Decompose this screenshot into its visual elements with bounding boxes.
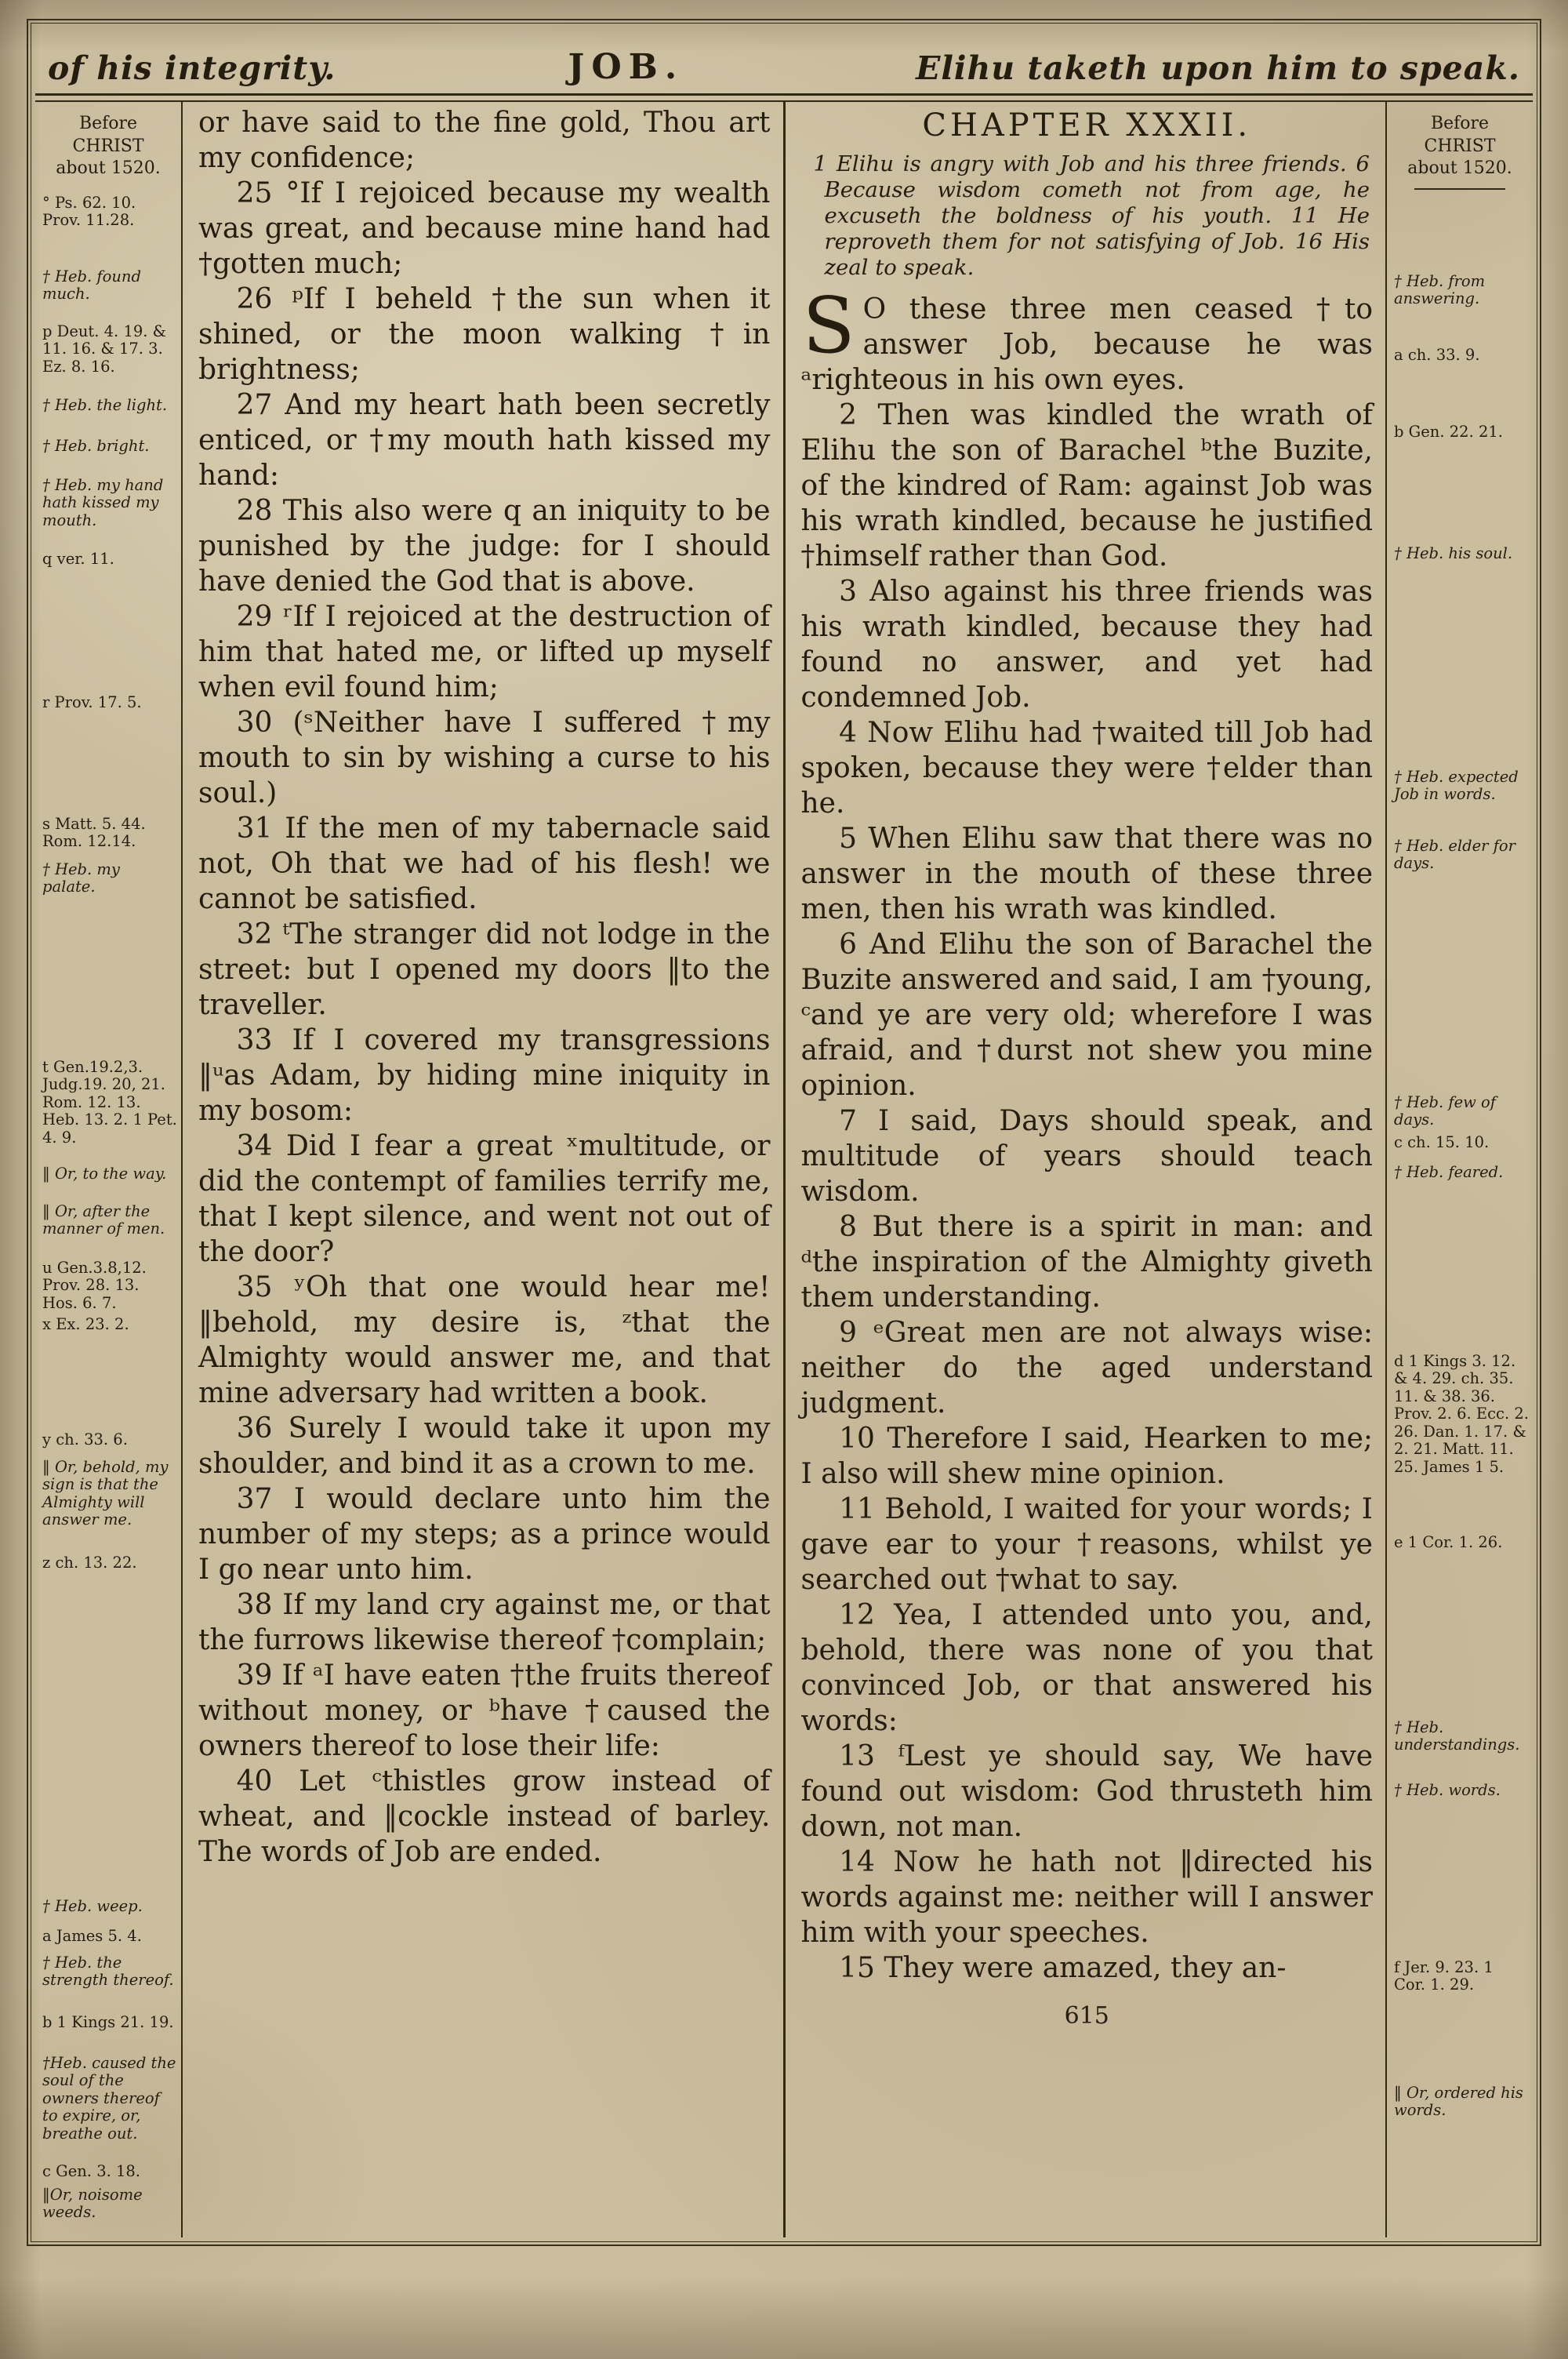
verse: 7 I said, Days should speak, and multitude of years should teach wisdom. <box>800 1105 1373 1208</box>
margin-note: y ch. 33. 6. <box>42 1430 128 1448</box>
left-text-column <box>183 102 783 2237</box>
margin-note: † Heb. words. <box>1394 1781 1501 1799</box>
margin-note: t Gen.19.2,3. Judg.19. 20, 21. Rom. 12. 13. Heb. 13. 2. 1 Pet. 4. 9. <box>42 1058 177 1147</box>
margin-note: † Heb. found much. <box>42 267 141 304</box>
verse: 9 ᵉGreat men are not always wise: neither do the aged understand judgment. <box>800 1317 1373 1419</box>
margin-note: † Heb. understandings. <box>1394 1718 1520 1754</box>
verse: 3 Also against his three friends was his wrath kindled, because they had found no answer, and yet had condemned Job. <box>800 576 1373 714</box>
margin-note: ‖ Or, after the manner of men. <box>42 1202 165 1238</box>
margin-note: f Jer. 9. 23. 1 Cor. 1. 29. <box>1394 1958 1494 1994</box>
verse: 5 When Elihu saw that there was no answer in the mouth of these three men, then his wrath was kindled. <box>800 823 1373 925</box>
margin-note: ‖ Or, to the way. <box>42 1165 167 1183</box>
verse-text: O these three men ceased †to answer Job, because he was ᵃrighteous in his own eyes. <box>800 293 1373 396</box>
margin-note: † Heb. his soul. <box>1394 544 1513 562</box>
bc-line: Before <box>78 114 138 133</box>
margin-note: † Heb. bright. <box>42 437 150 455</box>
verse: 32 ᵗThe stranger did not lodge in the street: but I opened my doors ‖to the traveller. <box>198 918 771 1021</box>
margin-note: r Prov. 17. 5. <box>42 693 142 711</box>
verse: 13 ᶠLest ye should say, We have found out wisdom: God thrusteth him down, not man. <box>800 1740 1373 1843</box>
margin-note: †Heb. caused the soul of the owners thereof to expire, or, breathe out. <box>42 2054 176 2143</box>
margin-note: ° Ps. 62. 10. Prov. 11.28. <box>42 194 136 230</box>
bc-line: about 1520. <box>56 158 161 179</box>
margin-note: d 1 Kings 3. 12. & 4. 29. ch. 35. 11. & 38. 36. Prov. 2. 6. Ecc. 2. 26. Dan. 1. 17. & 2. 21. Matt. 11. 25. James 1 5. <box>1394 1352 1529 1476</box>
margin-note: † Heb. feared. <box>1394 1163 1504 1181</box>
page-content <box>35 27 1533 2237</box>
verse: 12 Yea, I attended unto you, and, behold, there was none of you that convinced Job, or that answered his words: <box>800 1599 1373 1737</box>
verse: 26 ᵖIf I beheld †the sun when it shined, or the moon walking †in brightness; <box>198 283 771 386</box>
running-head <box>35 27 1533 93</box>
verse: 2 Then was kindled the wrath of Elihu the son of Barachel ᵇthe Buzite, of the kindred of Ram: against Job was his wrath kindled, because he justified †himself rather than God. <box>800 399 1373 572</box>
before-christ-heading-left <box>35 102 181 180</box>
drop-cap: S <box>802 282 855 371</box>
verse: 34 Did I fear a great ˣmultitude, or did the contempt of families terrify me, that I kept silence, and went not out of the door? <box>198 1130 771 1268</box>
verse: 8 But there is a spirit in man: and ᵈthe inspiration of the Almighty giveth them understanding. <box>800 1211 1373 1314</box>
verse: 33 If I covered my transgressions ‖ᵘas Adam, by hiding mine iniquity in my bosom: <box>198 1024 771 1127</box>
bc-line: about 1520. <box>1407 158 1512 179</box>
margin-note: x Ex. 23. 2. <box>42 1315 129 1333</box>
verse: 25 °If I rejoiced because my wealth was great, and because mine hand had †gotten much; <box>198 177 771 280</box>
verse: 40 Let ᶜthistles grow instead of wheat, and ‖cockle instead of barley. The words of Job are ended. <box>198 1765 771 1868</box>
right-text-column <box>786 102 1386 2237</box>
margin-note: † Heb. my hand hath kissed my mouth. <box>42 476 164 529</box>
margin-note: † Heb. elder for days. <box>1394 837 1515 873</box>
columns <box>35 102 1533 2237</box>
verse: 38 If my land cry against me, or that the furrows likewise thereof †complain; <box>198 1589 771 1656</box>
margin-note: ‖Or, noisome weeds. <box>42 2186 143 2222</box>
verse: 11 Behold, I waited for your words; I gave ear to your †reasons, whilst ye searched out †what to say. <box>800 1493 1373 1596</box>
margin-note: † Heb. from answering. <box>1394 272 1486 308</box>
margin-note: a ch. 33. 9. <box>1394 346 1480 364</box>
before-christ-rule <box>1414 188 1504 190</box>
verse: 30 (ˢNeither have I suffered †my mouth to sin by wishing a curse to his soul.) <box>198 707 771 809</box>
margin-note: † Heb. weep. <box>42 1897 143 1915</box>
page-number: 615 <box>1064 2002 1109 2030</box>
verse: 29 ʳIf I rejoiced at the destruction of him that hated me, or lifted up myself when evil found him; <box>198 601 771 703</box>
verse: 6 And Elihu the son of Barachel the Buzite answered and said, I am †young, ᶜand ye are very old; wherefore I was afraid, and †durst not shew you mine opinion. <box>800 929 1373 1102</box>
verse: or have said to the fine gold, Thou art my confidence; <box>198 107 771 174</box>
verse: 27 And my heart hath been secretly enticed, or †my mouth hath kissed my hand: <box>198 389 771 492</box>
verse: 39 If ᵃI have eaten †the fruits thereof without money, or ᵇhave †caused the owners thereof to lose their life: <box>198 1659 771 1762</box>
bc-line: Before <box>1430 114 1490 133</box>
verse: 35 ʸOh that one would hear me! ‖behold, my desire is, ᶻthat the Almighty would answer me, and that mine adversary had written a book. <box>198 1271 771 1409</box>
margin-note: e 1 Cor. 1. 26. <box>1394 1533 1503 1551</box>
margin-note: a James 5. 4. <box>42 1927 142 1945</box>
margin-note: s Matt. 5. 44. Rom. 12.14. <box>42 815 146 851</box>
chapter-heading: CHAPTER XXXII. <box>922 107 1252 144</box>
margin-note: z ch. 13. 22. <box>42 1554 137 1572</box>
margin-note: † Heb. the light. <box>42 396 168 414</box>
margin-note: q ver. 11. <box>42 550 114 568</box>
margin-note: † Heb. the strength thereof. <box>42 1954 174 1990</box>
verse <box>800 282 1374 398</box>
before-christ-heading-right <box>1387 102 1533 190</box>
right-margin-column <box>1387 102 1533 2237</box>
header-rule <box>35 93 1533 102</box>
verse: 37 I would declare unto him the number of my steps; as a prince would I go near unto him. <box>198 1483 771 1586</box>
verse: 15 They were amazed, they an- <box>839 1952 1287 1984</box>
bc-line: CHRIST <box>72 136 144 156</box>
margin-note: c ch. 15. 10. <box>1394 1133 1490 1151</box>
verse: 10 Therefore I said, Hearken to me; I also will shew mine opinion. <box>800 1423 1373 1490</box>
verse: 4 Now Elihu had †waited till Job had spoken, because they were †elder than he. <box>800 717 1373 820</box>
margin-note: c Gen. 3. 18. <box>42 2162 141 2180</box>
page-border <box>27 19 1541 2246</box>
running-head-left: of his integrity. <box>48 49 336 87</box>
margin-note: † Heb. my palate. <box>42 860 120 896</box>
margin-note: † Heb. expected Job in words. <box>1394 768 1519 804</box>
margin-note: u Gen.3.8,12. Prov. 28. 13. Hos. 6. 7. <box>42 1259 147 1312</box>
bc-line: CHRIST <box>1424 136 1496 156</box>
margin-note: ‖ Or, behold, my sign is that the Almighty will answer me. <box>42 1458 169 1529</box>
margin-note: b 1 Kings 21. 19. <box>42 2013 174 2031</box>
verse: 31 If the men of my tabernacle said not, Oh that we had of his flesh! we cannot be satisfied. <box>198 812 771 915</box>
left-margin-column <box>35 102 181 2237</box>
margin-note: ‖ Or, ordered his words. <box>1394 2084 1523 2120</box>
running-head-center: JOB. <box>568 47 684 87</box>
verse: 36 Surely I would take it upon my shoulder, and bind it as a crown to me. <box>198 1412 771 1480</box>
margin-note: † Heb. few of days. <box>1394 1093 1496 1129</box>
margin-note: b Gen. 22. 21. <box>1394 423 1503 441</box>
margin-note: p Deut. 4. 19. & 11. 16. & 17. 3. Ez. 8. 16. <box>42 322 167 376</box>
verse: 28 This also were q an iniquity to be punished by the judge: for I should have denied the God that is above. <box>198 495 771 598</box>
chapter-summary: 1 Elihu is angry with Job and his three friends. 6 Because wisdom cometh not from age, he excuseth the boldness of his youth. 11 He reproveth them for not satisfying of Job. 16 His zeal to speak. <box>813 151 1370 280</box>
verse: 14 Now he hath not ‖directed his words against me: neither will I answer him with your speeches. <box>800 1846 1373 1949</box>
running-head-right: Elihu taketh upon him to speak. <box>916 49 1520 87</box>
